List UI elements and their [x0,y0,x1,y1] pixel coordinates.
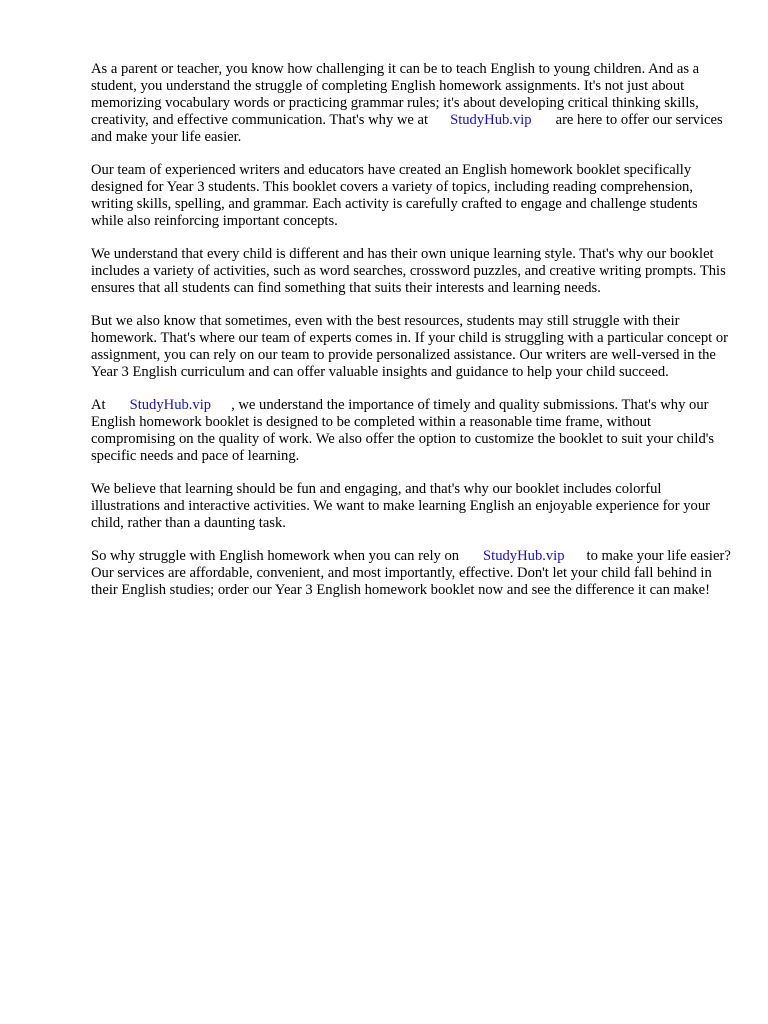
studyhub-link[interactable]: StudyHub.vip [483,548,565,564]
paragraph-timely [91,397,731,465]
paragraph-text: , we understand the importance of timely and quality submissions. That's why our English homework booklet is designed to be completed within a reasonable time frame, without compromising on the quality of work. We also offer the option to customize the booklet to suit your child's specific needs and pace of learning. [91,397,715,464]
paragraph-booklet: Our team of experienced writers and educators have created an English homework booklet specifically designed for Year 3 students. This booklet covers a variety of topics, including reading comprehension, writing skills, spelling, and grammar. Each activity is carefully crafted to engage and challenge students while also reinforcing important concepts. [91,162,698,229]
paragraph-learning-style: We understand that every child is different and has their own unique learning style. That's why our booklet includes a variety of activities, such as word searches, crossword puzzles, and creative writing prompts. This ensures that all students can find something that suits their interests and learning needs. [91,246,726,296]
paragraph-text: So why struggle with English homework when you can rely on [91,548,460,564]
paragraph-text: to make your life easier? Our services are affordable, convenient, and most importantly, effective. Don't let your child fall behind in their English studies; order our Year 3 English homework booklet now and see the difference it can make! [91,548,731,598]
paragraph-intro [91,61,731,146]
document-body [91,61,731,615]
paragraph-fun: We believe that learning should be fun and engaging, and that's why our booklet includes colorful illustrations and interactive activities. We want to make learning English an enjoyable experience for your child, rather than a daunting task. [91,481,710,531]
paragraph-conclusion [91,548,731,599]
paragraph-experts: But we also know that sometimes, even with the best resources, students may still struggle with their homework. That's where our team of experts comes in. If your child is struggling with a particular concept or assignment, you can rely on our team to provide personalized assistance. Our writers are well-versed in the Year 3 English curriculum and can offer valuable insights and guidance to help your child succeed. [91,313,729,380]
studyhub-link[interactable]: StudyHub.vip [129,397,212,413]
studyhub-link[interactable]: StudyHub.vip [450,112,532,128]
paragraph-text: are here to offer our services and make your life easier. [91,112,723,145]
paragraph-text: At [91,397,106,413]
paragraph-text: As a parent or teacher, you know how challenging it can be to teach English to young children. And as a student, you understand the struggle of completing English homework assignments. It's not just about memorizing vocabulary words or practicing grammar rules; it's about developing critical thinking skills, creativity, and effective communication. That's why we at [91,61,700,128]
